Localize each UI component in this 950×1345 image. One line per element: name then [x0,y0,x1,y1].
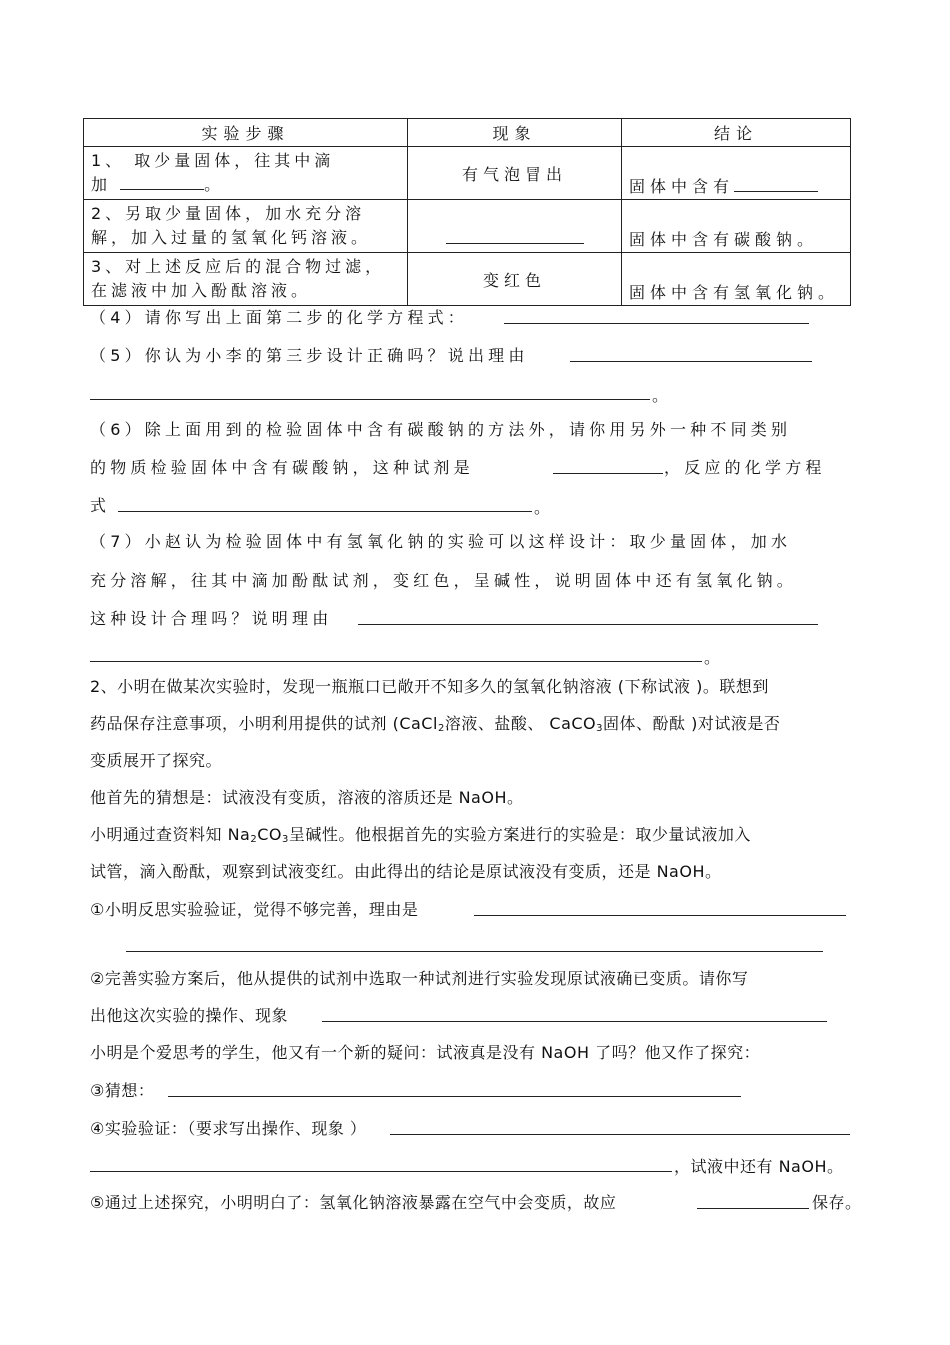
text: 固体、酚酞 )对试液是否 [603,714,781,733]
sub-question-1: ①小明反思实验验证，觉得不够完善，理由是 [90,900,419,919]
answer-line[interactable] [168,1096,741,1097]
answer-blank[interactable] [446,227,584,244]
section-2-line-6: 试管，滴入酚酞，观察到试液变红。由此得出的结论是原试液没有变质，还是 NaOH。 [90,862,722,881]
section-2-line-4: 他首先的猜想是：试液没有变质，溶液的溶质还是 NaOH。 [90,788,524,807]
text: 药品保存注意事项，小明利用提供的试剂 (CaCl [90,714,438,733]
answer-line[interactable] [322,1021,827,1022]
punctuation: 。 [704,648,721,667]
table-row [84,147,851,200]
question-7-line-2: 充分溶解，往其中滴加酚酞试剂，变红色，呈碱性，说明固体中还有氢氧化钠。 [90,571,798,590]
section-2-line-1: 2、小明在做某次实验时，发现一瓶瓶口已敞开不知多久的氢氧化钠溶液 (下称试液 )。联想到 [90,677,769,696]
question-6-line-3a: 式 [90,496,107,515]
answer-line[interactable] [474,915,846,916]
question-6-line-1: （6）除上面用到的检验固体中含有碳酸钠的方法外，请你用另外一种不同类别 [90,420,792,439]
text: CO [257,825,283,844]
question-7-line-3: 这种设计合理吗？说明理由 [90,609,333,628]
answer-line[interactable] [553,473,663,474]
question-5: （5）你认为小李的第三步设计正确吗？说出理由 [90,346,529,365]
sub-question-4: ④实验验证：（要求写出操作、现象 ） [90,1119,367,1138]
subscript: 2 [437,723,445,734]
conclusion-cell: 固体中含有碳酸钠。 [622,200,851,253]
answer-blank[interactable] [120,173,204,190]
text: 溶液、盐酸、 CaCO [444,714,597,733]
step-text: 2、另取少量固体，加水充分溶 [91,204,366,223]
answer-line[interactable] [90,399,650,400]
answer-blank[interactable] [734,175,818,192]
answer-line[interactable] [90,1171,672,1172]
text: 呈碱性。他根据首先的实验方案进行的实验是：取少量试液加入 [288,825,751,844]
punctuation: 。 [534,498,551,517]
conclusion-text: 固体中含有 [629,177,735,196]
subscript: 3 [596,723,604,734]
sub-question-2-line-1: ②完善实验方案后，他从提供的试剂中选取一种试剂进行实验发现原试液确已变质。请你写 [90,969,749,988]
text: 小明通过查资料知 Na [90,825,251,844]
step-cell [84,253,408,306]
sub-question-5b: 保存。 [812,1193,862,1212]
table-row [84,253,851,306]
answer-line[interactable] [90,661,702,662]
step-text: 。 [204,175,225,194]
conclusion-cell: 固体中含有氢氧化钠。 [622,253,851,306]
experiment-table [83,118,851,306]
answer-line[interactable] [504,323,809,324]
sub-question-2-line-2: 出他这次实验的操作、现象 [90,1006,289,1025]
sub-question-4-end: ，试液中还有 NaOH。 [674,1157,844,1176]
step-cell [84,200,408,253]
step-text: 3、对上述反应后的混合物过滤， [91,257,386,276]
header-steps: 实验步骤 [84,119,408,147]
answer-line[interactable] [118,511,532,512]
table-row [84,200,851,253]
question-7-line-1: （7）小赵认为检验固体中有氢氧化钠的实验可以这样设计：取少量固体，加水 [90,532,792,551]
question-6-line-2b: ，反应的化学方程 [664,458,826,477]
step-text: 加 [91,175,112,194]
punctuation: 。 [652,386,669,405]
question-4: （4）请你写出上面第二步的化学方程式： [90,308,468,327]
answer-line[interactable] [570,361,812,362]
answer-line[interactable] [390,1134,850,1135]
subscript: 2 [250,834,258,845]
sub-question-5a: ⑤通过上述探究，小明明白了：氢氧化钠溶液暴露在空气中会变质，故应 [90,1193,617,1212]
answer-line[interactable] [126,951,823,952]
phenomenon-cell: 有气泡冒出 [408,147,622,200]
header-phenomenon: 现象 [408,119,622,147]
table-header-row [84,119,851,147]
section-2-line-3: 变质展开了探究。 [90,751,223,770]
subscript: 3 [282,834,289,845]
step-text: 在滤液中加入酚酞溶液。 [91,281,312,300]
section-2-line-5 [90,822,751,845]
conclusion-cell [622,147,851,200]
answer-line[interactable] [358,624,818,625]
sub-question-3: ③猜想： [90,1081,155,1100]
phenomenon-cell [408,200,622,253]
section-2-line-7: 小明是个爱思考的学生，他又有一个新的疑问：试液真是没有 NaOH 了吗？他又作了探究： [90,1043,761,1062]
step-text: 解，加入过量的氢氧化钙溶液。 [91,228,372,247]
section-2-line-2 [90,711,780,734]
step-text: 1、 取少量固体，往其中滴 [91,151,335,170]
header-conclusion: 结论 [622,119,851,147]
phenomenon-cell: 变红色 [408,253,622,306]
answer-line[interactable] [697,1208,809,1209]
step-cell [84,147,408,200]
question-6-line-2a: 的物质检验固体中含有碳酸钠，这种试剂是 [90,458,474,477]
